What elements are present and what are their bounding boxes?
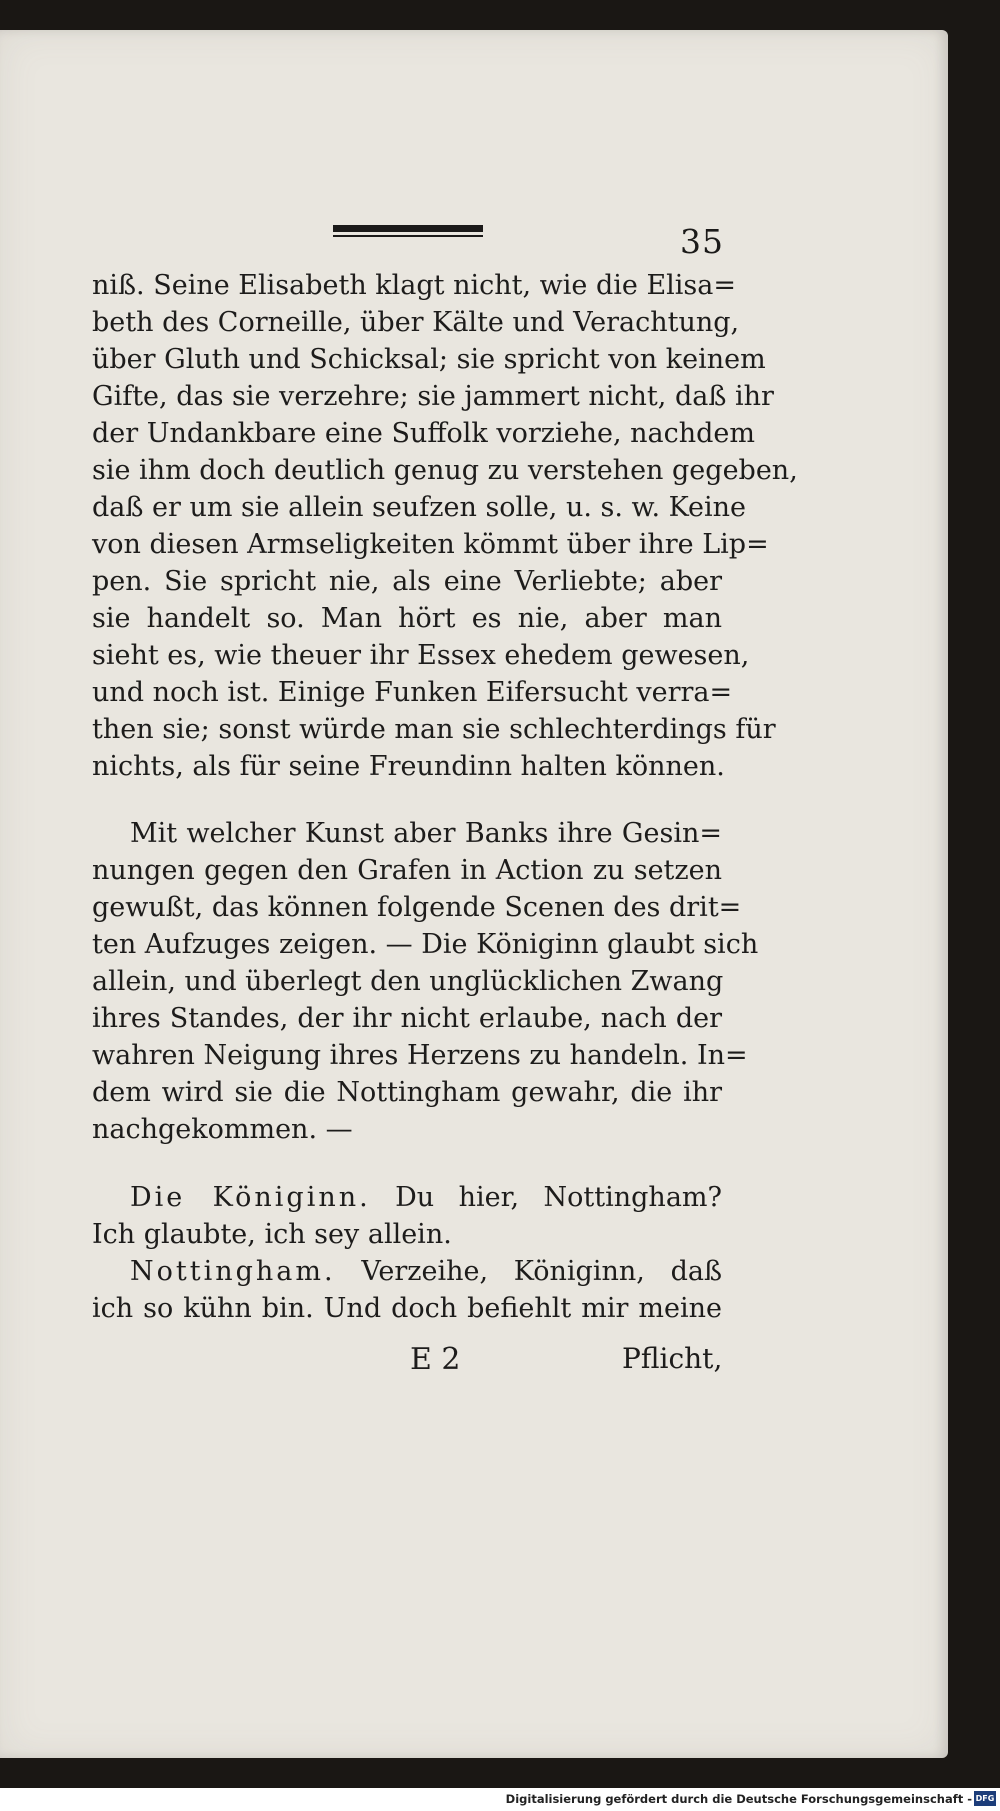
book-page (0, 30, 948, 1758)
header-rule-thin (333, 235, 483, 237)
signature-text: E 2 (410, 1342, 461, 1377)
speaker-name: Nottingham. (130, 1256, 336, 1287)
text-line: beth des Corneille, über Kälte und Verachtung, (92, 307, 740, 338)
text-line: allein, und überlegt den unglücklichen Zwang (92, 966, 724, 997)
speech-text: Verzeihe, Königinn, daß (361, 1256, 722, 1287)
text-line: ihres Standes, der ihr nicht erlaube, nach der (92, 1003, 722, 1034)
speech-text: Du hier, Nottingham? (395, 1182, 723, 1213)
text-line: der Undankbare eine Suffolk vorziehe, nachdem (92, 418, 755, 449)
page-number: 35 (680, 222, 724, 261)
text-line: niß. Seine Elisabeth klagt nicht, wie die Elisa= (92, 270, 737, 301)
text-line: von diesen Armseligkeiten kömmt über ihre Lip= (92, 529, 769, 560)
dfg-logo-icon: DFG (974, 1791, 996, 1806)
text-line: sie handelt so. Man hört es nie, aber man (92, 603, 722, 634)
header-rule (333, 225, 483, 239)
text-line: wahren Neigung ihres Herzens zu handeln. In= (92, 1040, 748, 1071)
text-line: gewußt, das können folgende Scenen des drit= (92, 892, 742, 923)
text-line: nichts, als für seine Freundinn halten können. (92, 751, 725, 782)
header-rule-thick (333, 225, 483, 232)
text-line: daß er um sie allein seufzen solle, u. s. w. Keine (92, 492, 747, 523)
text-line: nachgekommen. — (92, 1114, 353, 1145)
footer-bar (0, 1788, 1000, 1811)
signature-mark (410, 1342, 610, 1386)
text-line: nungen gegen den Grafen in Action zu setzen (92, 855, 722, 886)
text-line: pen. Sie spricht nie, als eine Verliebte; aber (92, 566, 722, 597)
text-line: über Gluth und Schicksal; sie spricht von keinem (92, 344, 766, 375)
text-line: und noch ist. Einige Funken Eifersucht verra= (92, 677, 733, 708)
speech-text: Ich glaubte, ich sey allein. (92, 1219, 452, 1250)
speaker-name: Die Königinn. (130, 1182, 371, 1213)
dialogue-line (130, 1254, 722, 1290)
text-line: Gifte, das sie verzehre; sie jammert nicht, daß ihr (92, 381, 774, 412)
catchword: Pflicht, (622, 1342, 723, 1375)
text-line: ten Aufzuges zeigen. — Die Königinn glaubt sich (92, 929, 759, 960)
text-line: sie ihm doch deutlich genug zu verstehen gegeben, (92, 455, 798, 486)
text-line: dem wird sie die Nottingham gewahr, die ihr (92, 1077, 722, 1108)
text-line: sieht es, wie theuer ihr Essex ehedem gewesen, (92, 640, 750, 671)
text-line: then sie; sonst würde man sie schlechterdings für (92, 714, 776, 745)
text-line: Mit welcher Kunst aber Banks ihre Gesin= (130, 818, 722, 849)
dialogue-line (130, 1180, 722, 1216)
speech-text: ich so kühn bin. Und doch befiehlt mir meine (92, 1293, 722, 1324)
funding-credit: Digitalisierung gefördert durch die Deutsche Forschungsgemeinschaft - (505, 1792, 972, 1806)
